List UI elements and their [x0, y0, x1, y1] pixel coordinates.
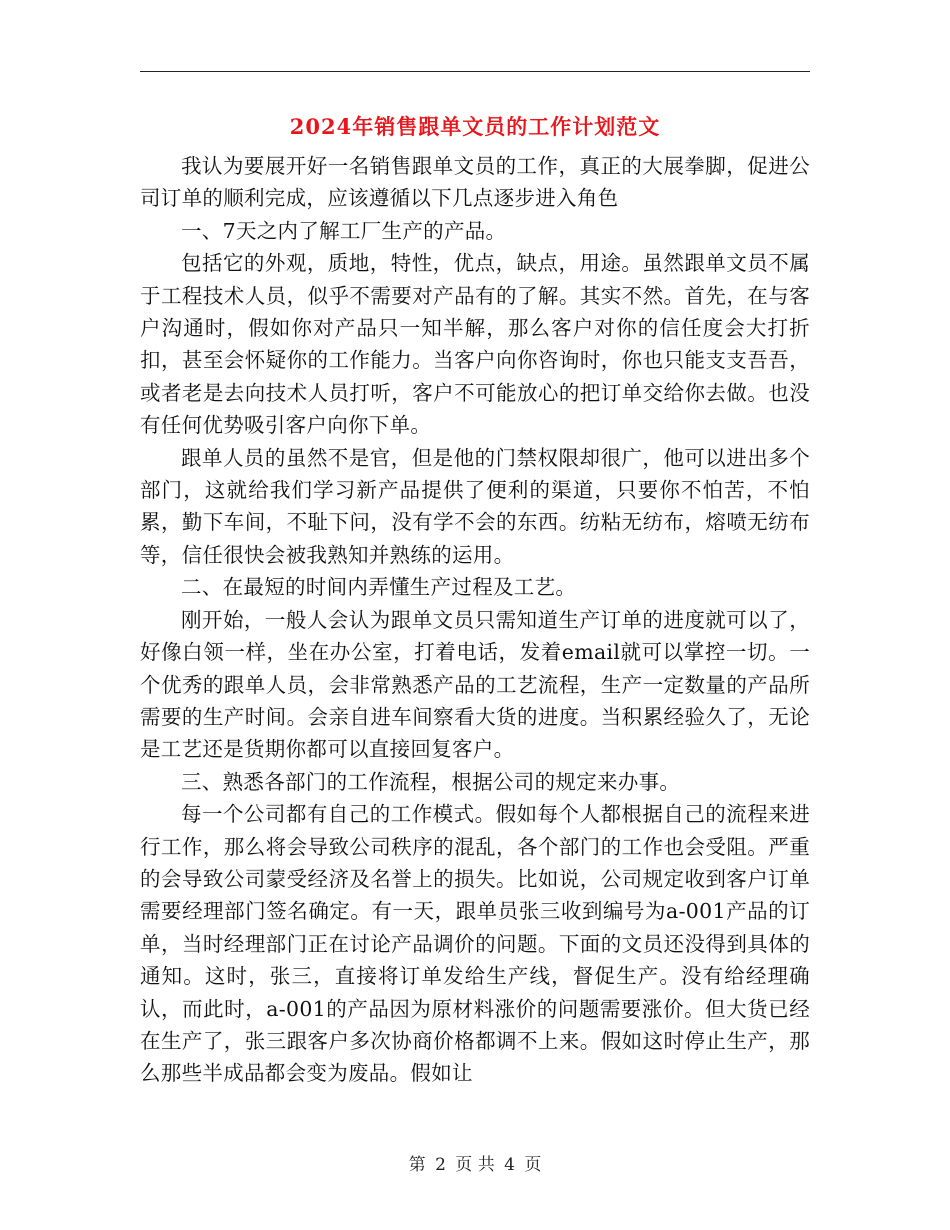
paragraph-intro: 我认为要展开好一名销售跟单文员的工作，真正的大展拳脚，促进公司订单的顺利完成，应该遵循以下几点逐步进入角色 — [140, 154, 810, 211]
paragraph: 包括它的外观，质地，特性，优点，缺点，用途。虽然跟单文员不属于工程技术人员，似乎不需要对产品有的了解。其实不然。首先，在与客户沟通时，假如你对产品只一知半解，那么客户对你的信任度会大打折扣，甚至会怀疑你的工作能力。当客户向你咨询时，你也只能支支吾吾，或者老是去向技术人员打听，客户不可能放心的把订单交给你去做。也没有任何优势吸引客户向你下单。 — [140, 251, 810, 438]
section-heading-3: 三、熟悉各部门的工作流程，根据公司的规定来办事。 — [181, 769, 681, 794]
section-heading-1: 一、7天之内了解工厂生产的产品。 — [181, 218, 507, 243]
footer-middle: 页 共 — [455, 1155, 495, 1175]
document-body — [140, 150, 810, 1090]
paragraph: 刚开始，一般人会认为跟单文员只需知道生产订单的进度就可以了，好像白领一样，坐在办公室，打着电话，发着email就可以掌控一切。一个优秀的跟单人员，会非常熟悉产品的工艺流程，生产一定数量的产品所需要的生产时间。会亲自进车间察看大货的进度。当积累经验久了，无论是工艺还是货期你都可以直接回复客户。 — [140, 607, 810, 762]
paragraph: 跟单人员的虽然不是官，但是他的门禁权限却很广，他可以进出多个部门，这就给我们学习新产品提供了便利的渠道，只要你不怕苦，不怕累，勤下车间，不耻下问，没有学不会的东西。纺粘无纺布，熔喷无纺布等，信任很快会被我熟知并熟练的运用。 — [140, 445, 810, 567]
footer-total-pages: 4 — [504, 1155, 515, 1175]
paragraph: 每一个公司都有自己的工作模式。假如每个人都根据自己的流程来进行工作，那么将会导致公司秩序的混乱，各个部门的工作也会受阻。严重的会导致公司蒙受经济及名誉上的损失。比如说，公司规定收到客户订单需要经理部门签名确定。有一天，跟单员张三收到编号为a-001产品的订单，当时经理部门正在讨论产品调价的问题。下面的文员还没得到具体的通知。这时，张三，直接将订单发给生产线，督促生产。没有给经理确认，而此时，a-001的产品因为原材料涨价的问题需要涨价。但大货已经在生产了，张三跟客户多次协商价格都调不上来。假如这时停止生产，那么那些半成品都会变为废品。假如让 — [140, 802, 810, 1086]
footer-page-number: 2 — [435, 1155, 446, 1175]
page-footer — [0, 1153, 950, 1177]
document-title: 2024年销售跟单文员的工作计划范文 — [289, 114, 661, 139]
footer-suffix: 页 — [524, 1155, 542, 1175]
section-heading-2: 二、在最短的时间内弄懂生产过程及工艺。 — [181, 575, 577, 600]
footer-prefix: 第 — [408, 1155, 426, 1175]
header-rule — [140, 71, 810, 72]
